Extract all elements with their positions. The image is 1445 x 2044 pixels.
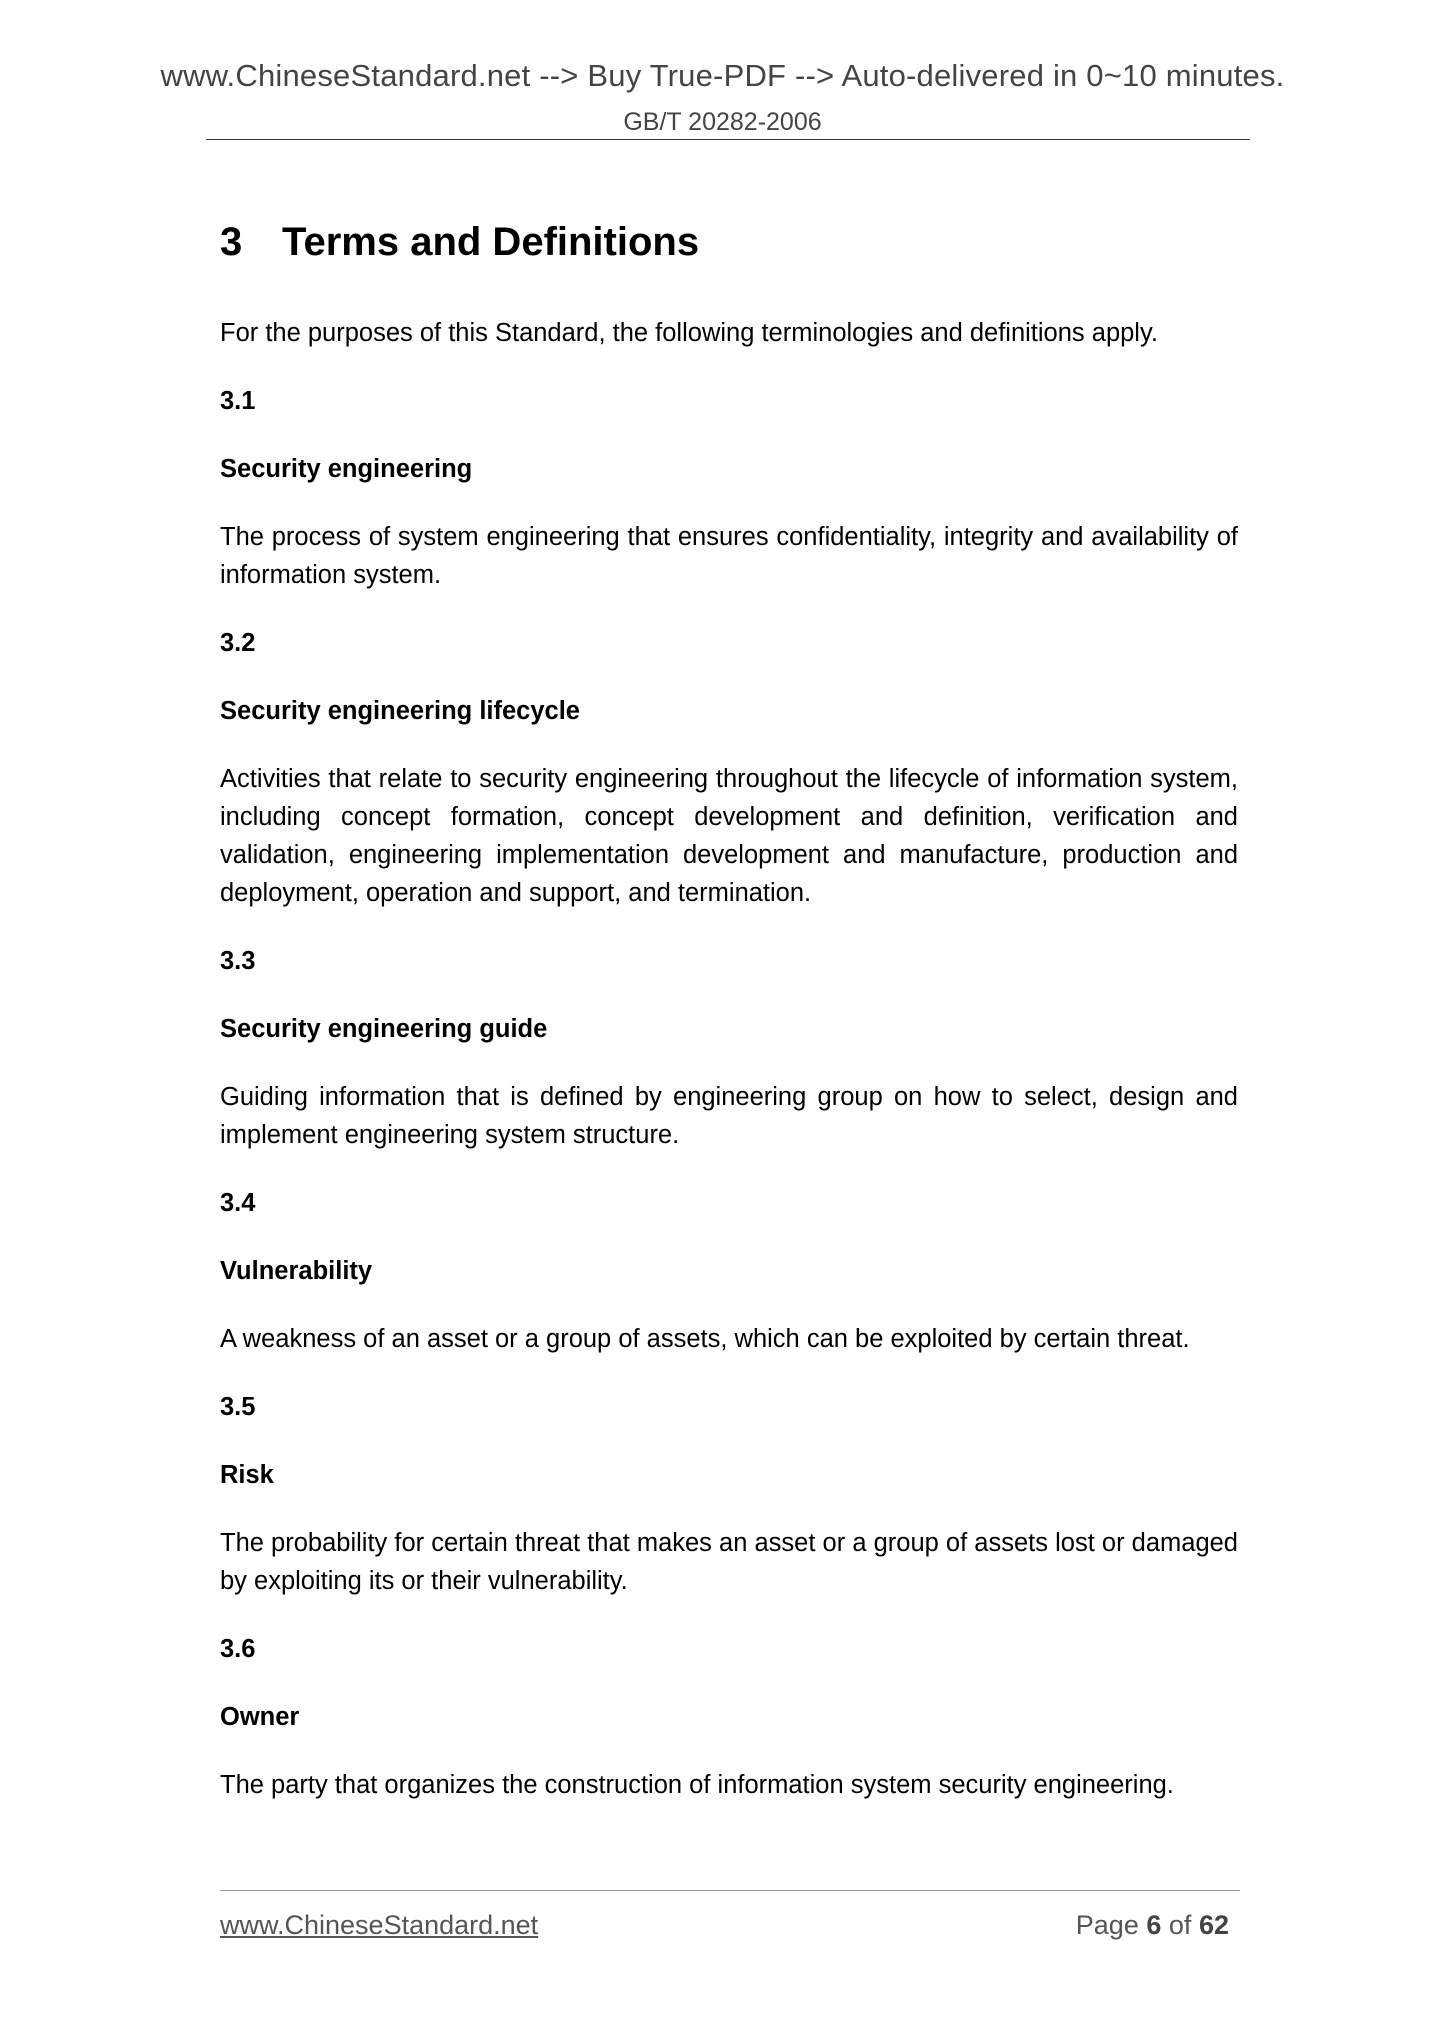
term-name: Security engineering guide xyxy=(220,1015,548,1043)
term-number: 3.6 xyxy=(220,1635,256,1663)
term-name: Vulnerability xyxy=(220,1257,373,1285)
term-entry xyxy=(220,624,1238,912)
section-number: 3 xyxy=(220,220,243,264)
section-title: Terms and Definitions xyxy=(282,220,700,264)
term-name: Risk xyxy=(220,1461,274,1489)
footer-divider xyxy=(220,1890,1240,1891)
term-definition: The process of system engineering that ensures confidentiality, integrity and availability of information system. xyxy=(220,523,1238,589)
term-number: 3.3 xyxy=(220,947,256,975)
page-total: 62 xyxy=(1198,1910,1229,1940)
term-name: Owner xyxy=(220,1703,300,1731)
standard-code: GB/T 20282-2006 xyxy=(623,108,822,136)
page-indicator xyxy=(1076,1910,1229,1941)
page-prefix: Page xyxy=(1075,1910,1139,1940)
section-intro: For the purposes of this Standard, the following terminologies and definitions apply. xyxy=(220,319,1158,347)
page-of: of xyxy=(1168,1910,1192,1940)
term-definition: The probability for certain threat that makes an asset or a group of assets lost or damaged by exploiting its or their vulnerability. xyxy=(220,1529,1238,1595)
term-name: Security engineering lifecycle xyxy=(220,697,580,725)
term-entry xyxy=(220,1184,1238,1358)
term-definition: Activities that relate to security engineering throughout the lifecycle of information system, including concept formation, concept development and definition, verification and validation, engineering implementation development and manufacture, production and deployment, operation and support, and termination. xyxy=(220,765,1238,907)
term-number: 3.4 xyxy=(220,1189,256,1217)
term-definition: A weakness of an asset or a group of assets, which can be exploited by certain threat. xyxy=(220,1325,1190,1353)
term-entry xyxy=(220,1630,1238,1804)
term-entry xyxy=(220,1388,1238,1600)
section-heading xyxy=(220,220,699,265)
term-entry xyxy=(220,382,1238,594)
term-entry xyxy=(220,942,1238,1154)
term-definition: The party that organizes the construction of information system security engineering. xyxy=(220,1771,1174,1799)
page-current: 6 xyxy=(1146,1910,1162,1940)
term-number: 3.2 xyxy=(220,629,256,657)
footer-site-link[interactable]: www.ChineseStandard.net xyxy=(220,1910,539,1940)
document-body xyxy=(220,314,1238,1834)
term-name: Security engineering xyxy=(220,455,473,483)
term-definition: Guiding information that is defined by engineering group on how to select, design and implement engineering system structure. xyxy=(220,1083,1238,1149)
header-divider xyxy=(206,139,1250,140)
term-number: 3.5 xyxy=(220,1393,256,1421)
header-banner: www.ChineseStandard.net --> Buy True-PDF --> Auto-delivered in 0~10 minutes. xyxy=(160,58,1285,93)
term-number: 3.1 xyxy=(220,387,256,415)
